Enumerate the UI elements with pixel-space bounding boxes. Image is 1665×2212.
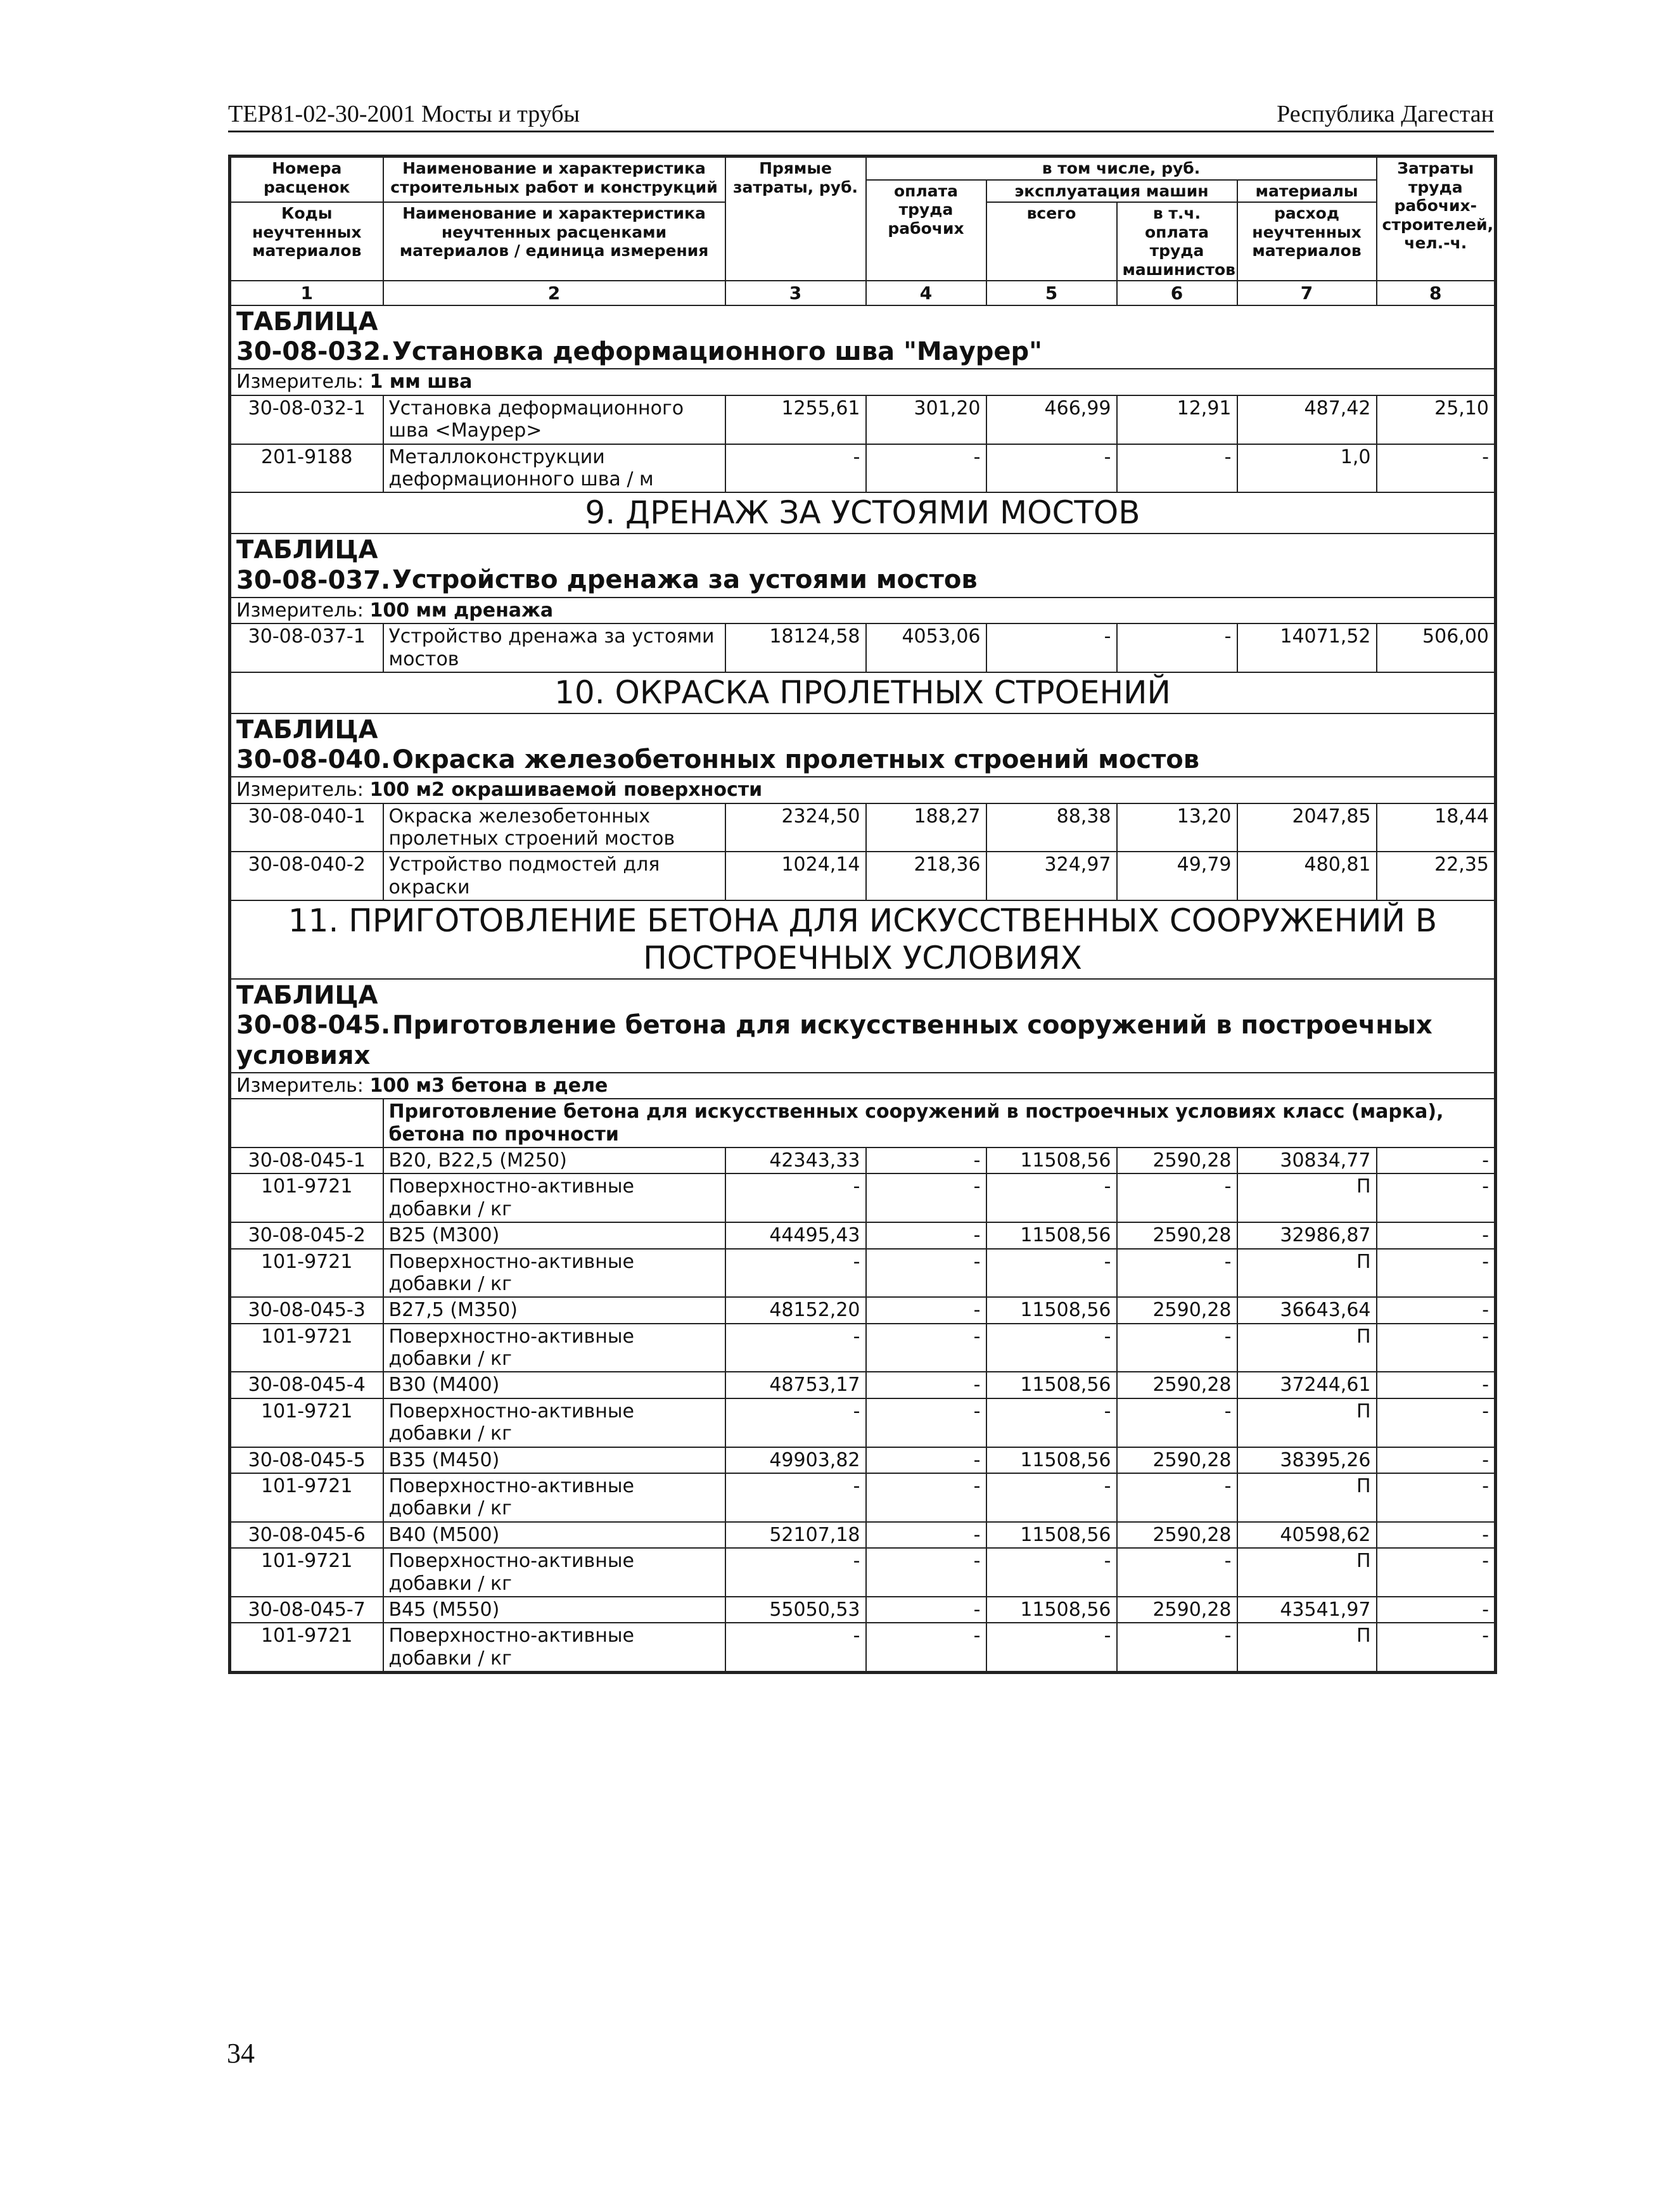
table-row [230,444,1496,493]
value-c8: - [1377,1522,1496,1548]
measure-value: 100 мм дренажа [369,599,554,622]
value-c4: - [866,1249,986,1298]
value-c5: 11508,56 [986,1372,1117,1398]
value-c5: - [986,623,1117,672]
value-c3: - [725,1623,866,1672]
value-c6: - [1117,1623,1237,1672]
work-name: Окраска железобетонных пролетных строений мостов [383,803,725,852]
value-c7: П [1237,1398,1377,1447]
table-row [230,1222,1496,1248]
value-c3: - [725,1398,866,1447]
value-c4: - [866,1623,986,1672]
col-6: в т.ч. оплата труда машинистов [1117,202,1237,281]
value-c4: - [866,1473,986,1522]
value-c3: - [725,1173,866,1222]
work-name: Устройство дренажа за устоями мостов [383,623,725,672]
value-c6: 2590,28 [1117,1372,1237,1398]
table-number: ТАБЛИЦА 30-08-032. [236,307,391,367]
rate-code: 30-08-037-1 [230,623,383,672]
section-title: 9. ДРЕНАЖ ЗА УСТОЯМИ МОСТОВ [230,492,1496,534]
value-c6: 2590,28 [1117,1522,1237,1548]
value-c4: - [866,1372,986,1398]
value-c3: - [725,1473,866,1522]
rate-code: 30-08-040-2 [230,852,383,900]
value-c8: - [1377,1398,1496,1447]
rate-code: 30-08-040-1 [230,803,383,852]
value-c6: 2590,28 [1117,1597,1237,1623]
value-c4: - [866,1324,986,1372]
work-name: В27,5 (М350) [383,1297,725,1323]
table-row [230,1372,1496,1398]
machines-header: эксплуатация машин [986,180,1237,203]
col-7: расход неучтенных материалов [1237,202,1377,281]
value-c7: 36643,64 [1237,1297,1377,1323]
value-c7: 38395,26 [1237,1447,1377,1473]
value-c3: - [725,1249,866,1298]
table-title-row [230,534,1496,597]
value-c5: 324,97 [986,852,1117,900]
measure-unit [230,1073,1496,1099]
value-c4: - [866,1447,986,1473]
value-c7: 30834,77 [1237,1148,1377,1173]
section-row [230,672,1496,713]
header-row-1 [230,157,1496,180]
rate-code: 30-08-045-2 [230,1222,383,1248]
value-c5: - [986,1398,1117,1447]
value-c5: 88,38 [986,803,1117,852]
value-c5: - [986,1324,1117,1372]
value-c5: 11508,56 [986,1297,1117,1323]
table-row [230,1148,1496,1173]
work-name: Установка деформационного шва <Маурер> [383,395,725,444]
table-number: ТАБЛИЦА 30-08-040. [236,715,391,775]
rate-code: 101-9721 [230,1623,383,1672]
col-num: 4 [866,281,986,305]
col-num: 5 [986,281,1117,305]
value-c4: 218,36 [866,852,986,900]
region-name: Республика Дагестан [1277,101,1494,127]
value-c5: 11508,56 [986,1148,1117,1173]
value-c4: - [866,1522,986,1548]
value-c6: 49,79 [1117,852,1237,900]
value-c7: 14071,52 [1237,623,1377,672]
measure-value: 100 м2 окрашиваемой поверхности [369,779,763,802]
section-title: 10. ОКРАСКА ПРОЛЕТНЫХ СТРОЕНИЙ [230,672,1496,713]
page-number: 34 [227,2038,255,2069]
table-title [230,979,1496,1073]
measure-value: 100 м3 бетона в деле [369,1074,608,1097]
value-c4: - [866,1398,986,1447]
value-c5: 11508,56 [986,1597,1117,1623]
table-row [230,1324,1496,1372]
value-c8: - [1377,1372,1496,1398]
col-num: 3 [725,281,866,305]
table-name: Установка деформационного шва "Маурер" [392,337,1043,367]
value-c8: - [1377,1623,1496,1672]
group-label: Приготовление бетона для искусственных сооружений в построечных условиях класс (марка), бетона по прочности [383,1099,1496,1148]
value-c7: П [1237,1548,1377,1597]
value-c8: - [1377,1473,1496,1522]
value-c4: 188,27 [866,803,986,852]
value-c3: 55050,53 [725,1597,866,1623]
value-c7: 480,81 [1237,852,1377,900]
table-row [230,1597,1496,1623]
col-2-top: Наименование и характеристика строительных работ и конструкций [383,157,725,203]
table-row [230,1173,1496,1222]
rate-code: 30-08-045-6 [230,1522,383,1548]
value-c6: - [1117,1249,1237,1298]
rate-code: 101-9721 [230,1249,383,1298]
incl-header: в том числе, руб. [866,157,1377,180]
value-c3: - [725,1324,866,1372]
col-1-top: Номера расценок [230,157,383,203]
value-c7: П [1237,1473,1377,1522]
value-c7: 1,0 [1237,444,1377,493]
table-row [230,1398,1496,1447]
value-c8: 18,44 [1377,803,1496,852]
table-row [230,852,1496,900]
value-c8: 25,10 [1377,395,1496,444]
value-c3: 48152,20 [725,1297,866,1323]
table-row [230,1447,1496,1473]
value-c4: - [866,1222,986,1248]
col-8: Затраты труда рабочих-строителей, чел.-ч. [1377,157,1496,281]
value-c6: 2590,28 [1117,1297,1237,1323]
work-name: В40 (М500) [383,1522,725,1548]
value-c8: - [1377,1548,1496,1597]
value-c7: 2047,85 [1237,803,1377,852]
work-name: Поверхностно-активные добавки / кг [383,1548,725,1597]
value-c5: - [986,1249,1117,1298]
value-c7: П [1237,1249,1377,1298]
value-c5: 11508,56 [986,1447,1117,1473]
measure-label: Измеритель: [236,371,364,393]
value-c7: П [1237,1173,1377,1222]
value-c7: 32986,87 [1237,1222,1377,1248]
col-num: 1 [230,281,383,305]
value-c3: 48753,17 [725,1372,866,1398]
rate-code: 101-9721 [230,1548,383,1597]
value-c8: - [1377,1597,1496,1623]
rate-code: 201-9188 [230,444,383,493]
rate-code: 30-08-045-7 [230,1597,383,1623]
value-c5: - [986,1473,1117,1522]
value-c8: 22,35 [1377,852,1496,900]
value-c7: П [1237,1623,1377,1672]
value-c4: - [866,1148,986,1173]
col-num: 7 [1237,281,1377,305]
value-c7: 487,42 [1237,395,1377,444]
value-c3: - [725,1548,866,1597]
table-title [230,534,1496,597]
value-c3: 49903,82 [725,1447,866,1473]
rate-code: 30-08-032-1 [230,395,383,444]
group-row [230,1099,1496,1148]
value-c4: 4053,06 [866,623,986,672]
value-c4: 301,20 [866,395,986,444]
table-title-row [230,979,1496,1073]
work-name: Поверхностно-активные добавки / кг [383,1398,725,1447]
value-c8: - [1377,1324,1496,1372]
rate-code: 30-08-045-1 [230,1148,383,1173]
value-c8: - [1377,1297,1496,1323]
value-c8: - [1377,1148,1496,1173]
value-c8: - [1377,444,1496,493]
rate-code: 101-9721 [230,1324,383,1372]
value-c5: - [986,444,1117,493]
table-row [230,395,1496,444]
value-c4: - [866,1548,986,1597]
table-title-row [230,305,1496,369]
table-row [230,1473,1496,1522]
table-number: ТАБЛИЦА 30-08-037. [236,535,391,595]
value-c7: 37244,61 [1237,1372,1377,1398]
table-row [230,1623,1496,1672]
measure-row [230,777,1496,803]
rates-table [228,155,1497,1674]
table-row [230,1522,1496,1548]
value-c5: - [986,1173,1117,1222]
measure-label: Измеритель: [236,599,364,622]
col-num: 6 [1117,281,1237,305]
table-row [230,803,1496,852]
group-empty-cell [230,1099,383,1148]
value-c4: - [866,1173,986,1222]
value-c4: - [866,1597,986,1623]
table-row [230,1297,1496,1323]
value-c8: - [1377,1173,1496,1222]
value-c3: 44495,43 [725,1222,866,1248]
col-num: 2 [383,281,725,305]
section-row [230,492,1496,534]
work-name: В25 (М300) [383,1222,725,1248]
value-c5: - [986,1623,1117,1672]
value-c3: 52107,18 [725,1522,866,1548]
measure-label: Измеритель: [236,1074,364,1097]
table-name: Окраска железобетонных пролетных строений мостов [392,745,1200,775]
value-c6: - [1117,623,1237,672]
value-c3: 18124,58 [725,623,866,672]
table-name: Приготовление бетона для искусственных сооружений в построечных условиях [236,1011,1432,1070]
work-name: В20, В22,5 (М250) [383,1148,725,1173]
measure-unit [230,777,1496,803]
table-row [230,623,1496,672]
section-title: 11. ПРИГОТОВЛЕНИЕ БЕТОНА ДЛЯ ИСКУССТВЕННЫХ СООРУЖЕНИЙ В ПОСТРОЕЧНЫХ УСЛОВИЯХ [230,900,1496,979]
col-3: Прямые затраты, руб. [725,157,866,281]
work-name: В45 (М550) [383,1597,725,1623]
measure-value: 1 мм шва [369,371,473,393]
value-c5: 11508,56 [986,1222,1117,1248]
value-c6: 12,91 [1117,395,1237,444]
column-numbers [230,281,1496,305]
measure-unit [230,598,1496,623]
value-c5: 466,99 [986,395,1117,444]
value-c6: 2590,28 [1117,1447,1237,1473]
value-c6: 2590,28 [1117,1148,1237,1173]
rate-code: 30-08-045-4 [230,1372,383,1398]
table-title [230,713,1496,777]
measure-row [230,598,1496,623]
value-c6: - [1117,1398,1237,1447]
value-c3: 42343,33 [725,1148,866,1173]
section-row [230,900,1496,979]
col-2-bottom: Наименование и характеристика неучтенных расценками материалов / единица измерения [383,202,725,281]
rate-code: 101-9721 [230,1173,383,1222]
value-c4: - [866,1297,986,1323]
value-c3: 2324,50 [725,803,866,852]
rate-code: 30-08-045-5 [230,1447,383,1473]
value-c6: - [1117,1548,1237,1597]
materials-header: материалы [1237,180,1377,203]
value-c8: - [1377,1249,1496,1298]
measure-row [230,1073,1496,1099]
value-c6: 13,20 [1117,803,1237,852]
value-c3: 1024,14 [725,852,866,900]
page-header [228,95,1494,132]
value-c7: П [1237,1324,1377,1372]
work-name: Поверхностно-активные добавки / кг [383,1623,725,1672]
value-c7: 43541,97 [1237,1597,1377,1623]
measure-label: Измеритель: [236,779,364,802]
work-name: Поверхностно-активные добавки / кг [383,1173,725,1222]
measure-row [230,369,1496,395]
work-name: Устройство подмостей для окраски [383,852,725,900]
value-c4: - [866,444,986,493]
table-title [230,305,1496,369]
work-name: Поверхностно-активные добавки / кг [383,1473,725,1522]
value-c6: - [1117,1324,1237,1372]
value-c3: 1255,61 [725,395,866,444]
value-c5: - [986,1548,1117,1597]
rate-code: 101-9721 [230,1398,383,1447]
table-row [230,1249,1496,1298]
value-c8: - [1377,1222,1496,1248]
col-1-bottom: Коды неучтенных материалов [230,202,383,281]
work-name: В35 (М450) [383,1447,725,1473]
table-number: ТАБЛИЦА 30-08-045. [236,981,391,1040]
work-name: Поверхностно-активные добавки / кг [383,1249,725,1298]
value-c3: - [725,444,866,493]
value-c8: 506,00 [1377,623,1496,672]
value-c8: - [1377,1447,1496,1473]
col-num: 8 [1377,281,1496,305]
rate-code: 30-08-045-3 [230,1297,383,1323]
value-c6: 2590,28 [1117,1222,1237,1248]
work-name: Поверхностно-активные добавки / кг [383,1324,725,1372]
value-c6: - [1117,444,1237,493]
value-c7: 40598,62 [1237,1522,1377,1548]
col-5: всего [986,202,1117,281]
value-c5: 11508,56 [986,1522,1117,1548]
work-name: Металлоконструкции деформационного шва / м [383,444,725,493]
table-name: Устройство дренажа за устоями мостов [392,565,978,595]
table-title-row [230,713,1496,777]
table-row [230,1548,1496,1597]
work-name: В30 (М400) [383,1372,725,1398]
value-c6: - [1117,1173,1237,1222]
rate-code: 101-9721 [230,1473,383,1522]
document-code: ТЕР81-02-30-2001 Мосты и трубы [228,101,580,127]
col-4: оплата труда рабочих [866,180,986,281]
value-c6: - [1117,1473,1237,1522]
measure-unit [230,369,1496,395]
